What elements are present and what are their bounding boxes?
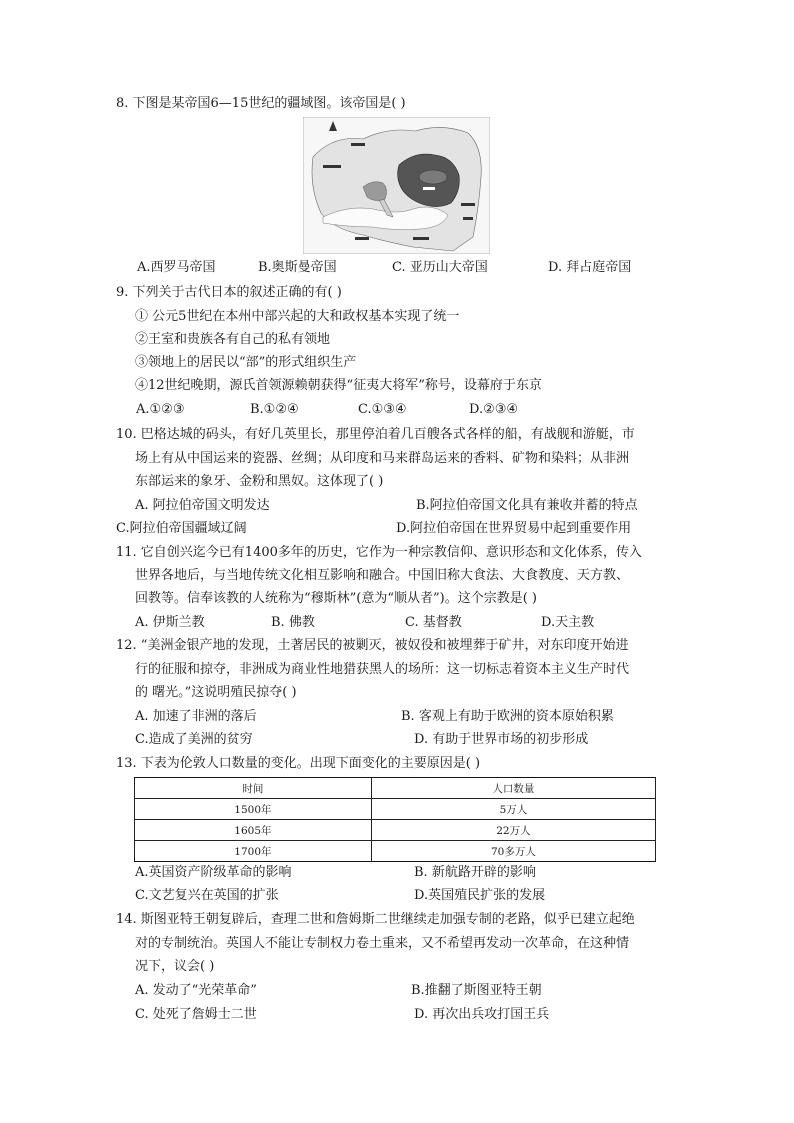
cell-year: 1605年 xyxy=(135,820,372,841)
cell-population: 22万人 xyxy=(371,820,655,841)
q14-line-2: 对的专制统治。英国人不能让专制权力卷土重来，又不希望再发动一次革命，在这种情 xyxy=(135,936,630,951)
population-table xyxy=(134,777,656,862)
q9-option-d: D.②③④ xyxy=(469,402,519,417)
q12-option-d: D. 有助于世界市场的初步形成 xyxy=(414,732,589,747)
q9-item-3: ③领地上的居民以“部”的形式组织生产 xyxy=(135,355,357,370)
q8-option-a: A.西罗马帝国 xyxy=(137,260,216,275)
q9-item-4: ④12世纪晚期，源氏首领源赖朝获得“征夷大将军”称号，设幕府于东京 xyxy=(135,378,542,393)
q13-option-d: D.英国殖民扩张的发展 xyxy=(414,888,546,903)
q10-option-d: D.阿拉伯帝国在世界贸易中起到重要作用 xyxy=(396,521,632,536)
q9-option-c: C.①③④ xyxy=(358,402,407,417)
q10-option-a: A. 阿拉伯帝国文明发达 xyxy=(135,498,270,513)
q11-option-b: B. 佛教 xyxy=(271,615,315,630)
q13-option-b: B. 新航路开辟的影响 xyxy=(414,865,536,880)
q10-option-b: B.阿拉伯帝国文化具有兼收并蓄的特点 xyxy=(416,498,638,513)
q12-line-1: 12. “美洲金银产地的发现，土著居民的被剿灭，被奴役和被埋葬于矿井，对东印度开始进 xyxy=(116,638,629,653)
q9-item-2: ②王室和贵族各有自己的私有领地 xyxy=(135,332,331,347)
q14-option-c: C. 处死了詹姆士二世 xyxy=(135,1007,257,1022)
q11-option-c: C. 基督教 xyxy=(405,615,462,630)
header-population: 人口数量 xyxy=(371,778,655,799)
cell-population: 5万人 xyxy=(371,799,655,820)
q12-line-3: 的 曙光。”这说明殖民掠夺( ) xyxy=(135,685,297,700)
q9-stem: 9. 下列关于古代日本的叙述正确的有( ) xyxy=(116,285,342,300)
q10-line-3: 东部运来的象牙、金粉和黑奴。这体现了( ) xyxy=(135,474,384,489)
cell-year: 1500年 xyxy=(135,799,372,820)
q14-line-3: 况下，议会( ) xyxy=(135,959,215,974)
q10-line-2: 场上有从中国运来的瓷器、丝绸；从印度和马来群岛运来的香料、矿物和染料；从非洲 xyxy=(135,451,630,466)
q14-option-b: B.推翻了斯图亚特王朝 xyxy=(411,983,542,998)
q13-option-c: C.文艺复兴在英国的扩张 xyxy=(135,888,279,903)
q12-line-2: 行的征服和掠夺，非洲成为商业性地猎获黑人的场所：这一切标志着资本主义生产时代 xyxy=(135,662,630,677)
q9-option-b: B.①②④ xyxy=(250,402,299,417)
table-row xyxy=(135,820,656,841)
q11-line-2: 世界各地后，与当地传统文化相互影响和融合。中国旧称大食法、大食教度、天方教、 xyxy=(135,568,630,583)
table-header-row xyxy=(135,778,656,799)
cell-year: 1700年 xyxy=(135,841,372,862)
q10-line-1: 10. 巴格达城的码头，有好几英里长，那里停泊着几百艘各式各样的船，有战舰和游艇，市 xyxy=(116,427,635,442)
q11-line-1: 11. 它自创兴迄今已有1400多年的历史，它作为一种宗教信仰、意识形态和文化体系，传入 xyxy=(116,545,642,560)
q10-option-c: C.阿拉伯帝国疆域辽阔 xyxy=(116,521,247,536)
q14-option-a: A. 发动了“光荣革命” xyxy=(135,983,257,998)
q8-stem: 8. 下图是某帝国6—15世纪的疆域图。该帝国是( ) xyxy=(116,96,406,111)
q13-stem: 13. 下表为伦敦人口数量的变化。出现下面变化的主要原因是( ) xyxy=(116,756,481,771)
header-time: 时间 xyxy=(135,778,372,799)
q12-option-a: A. 加速了非洲的落后 xyxy=(135,709,257,724)
q11-line-3: 回教等。信奉该教的人统称为“穆斯林”(意为“顺从者”)。这个宗教是( ) xyxy=(135,591,538,606)
cell-population: 70多万人 xyxy=(371,841,655,862)
q14-line-1: 14. 斯图亚特王朝复辟后，查理二世和詹姆斯二世继续走加强专制的老路，似乎已建立起绝 xyxy=(116,912,635,927)
table-row xyxy=(135,841,656,862)
q11-option-d: D.天主教 xyxy=(541,615,595,630)
q8-option-b: B.奥斯曼帝国 xyxy=(258,260,337,275)
q11-option-a: A. 伊斯兰教 xyxy=(135,615,205,630)
q9-item-1: ① 公元5世纪在本州中部兴起的大和政权基本实现了统一 xyxy=(135,309,460,324)
q14-option-d: D. 再次出兵攻打国王兵 xyxy=(414,1007,550,1022)
q8-option-c: C. 亚历山大帝国 xyxy=(392,260,488,275)
q12-option-b: B. 客观上有助于欧洲的资本原始积累 xyxy=(401,709,614,724)
table-row xyxy=(135,799,656,820)
q13-option-a: A.英国资产阶级革命的影响 xyxy=(135,865,292,880)
q8-option-d: D. 拜占庭帝国 xyxy=(548,260,632,275)
empire-map-image xyxy=(303,117,490,254)
q9-option-a: A.①②③ xyxy=(136,402,185,417)
q12-option-c: C.造成了美洲的贫穷 xyxy=(135,732,253,747)
